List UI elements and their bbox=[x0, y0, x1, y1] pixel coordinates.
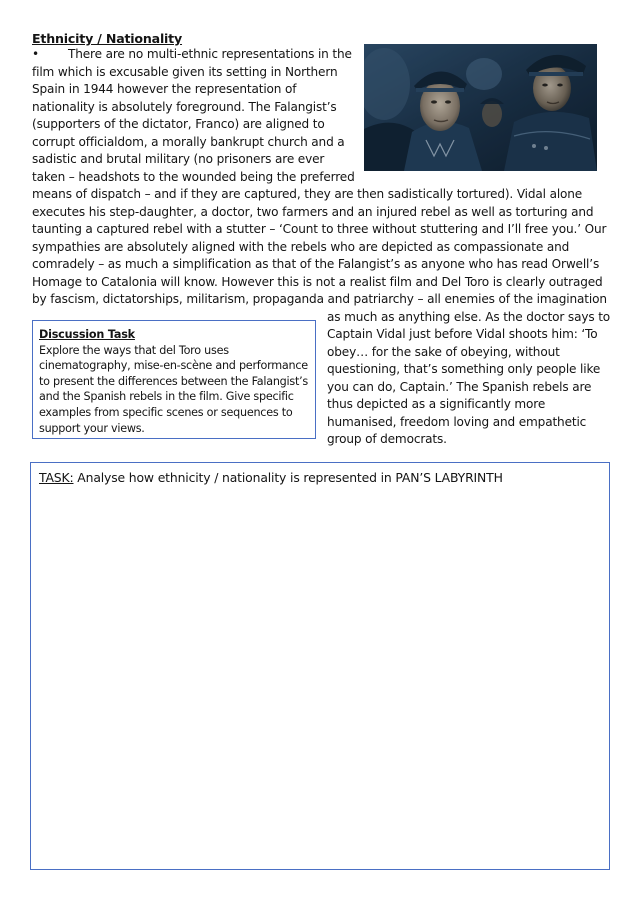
task-answer-box[interactable] bbox=[30, 462, 610, 870]
body-line: Spain in 1944 however the representation of bbox=[32, 82, 297, 96]
body-line: means of dispatch – and if they are captured, they are then sadistically tortured). Vidal alone bbox=[32, 187, 583, 201]
discussion-task-line: cinematography, mise-en-scène and performance bbox=[39, 359, 308, 373]
body-line: group of democrats. bbox=[327, 432, 447, 446]
body-line: by fascism, dictatorships, militarism, propaganda and patriarchy – all enemies of the imagination bbox=[32, 292, 607, 306]
body-line: questioning, that’s something only people like bbox=[327, 362, 601, 376]
section-heading: Ethnicity / Nationality bbox=[32, 31, 183, 46]
body-line: (supporters of the dictator, Franco) are aligned to bbox=[32, 117, 325, 131]
body-line: • There are no multi-ethnic representations in the bbox=[32, 47, 352, 61]
film-still-image bbox=[364, 44, 597, 171]
discussion-task-title: Discussion Task bbox=[39, 328, 135, 341]
discussion-task-line: Explore the ways that del Toro uses bbox=[39, 343, 229, 357]
discussion-task-line: examples from specific scenes or sequences to bbox=[39, 405, 293, 419]
bullet-marker: • bbox=[32, 47, 39, 61]
body-line: nationality is absolutely foreground. The Falangist’s bbox=[32, 99, 337, 114]
body-line: sympathies are absolutely aligned with the rebels who are depicted as compassionate and bbox=[32, 239, 570, 254]
body-line: sadistic and brutal military (no prisoners are ever bbox=[32, 152, 325, 166]
body-line: thus depicted as a significantly more bbox=[327, 397, 546, 411]
body-line: taken – headshots to the wounded being the preferred bbox=[32, 169, 355, 184]
body-line: corrupt officialdom, a morally bankrupt church and a bbox=[32, 134, 345, 149]
body-line: humanised, freedom loving and empathetic bbox=[327, 414, 587, 429]
body-line: taunting a captured rebel with a stutter – ‘Count to three without stuttering and I’ll free you.’ Our bbox=[32, 222, 607, 236]
body-line: executes his step-daughter, a doctor, two farmers and an injured rebel as well as torturing and bbox=[32, 204, 594, 219]
body-line: obey… for the sake of obeying, without bbox=[327, 344, 560, 359]
discussion-task-box bbox=[32, 320, 316, 439]
body-line: film which is excusable given its setting in Northern bbox=[32, 64, 338, 79]
body-line: Homage to Catalonia will know. However this is not a realist film and Del Toro is clearly outraged bbox=[32, 274, 603, 289]
body-line: comradely – as much a simplification as that of the Falangist’s as anyone who has read Orwell’s bbox=[32, 257, 600, 271]
discussion-task-line: to present the differences between the Falangist’s bbox=[39, 374, 308, 388]
discussion-task-line: and the Spanish rebels in the film. Give specific bbox=[39, 390, 294, 404]
task-label: TASK: bbox=[39, 470, 74, 485]
discussion-task-line: support your views. bbox=[39, 421, 145, 435]
body-line: as much as anything else. As the doctor says to bbox=[327, 309, 611, 324]
body-line: you can do, Captain.’ The Spanish rebels are bbox=[327, 379, 592, 394]
task-prompt bbox=[39, 469, 601, 486]
task-text: Analyse how ethnicity / nationality is represented in PAN’S LABYRINTH bbox=[73, 470, 503, 485]
body-line: Captain Vidal just before Vidal shoots him: ‘To bbox=[327, 327, 598, 341]
